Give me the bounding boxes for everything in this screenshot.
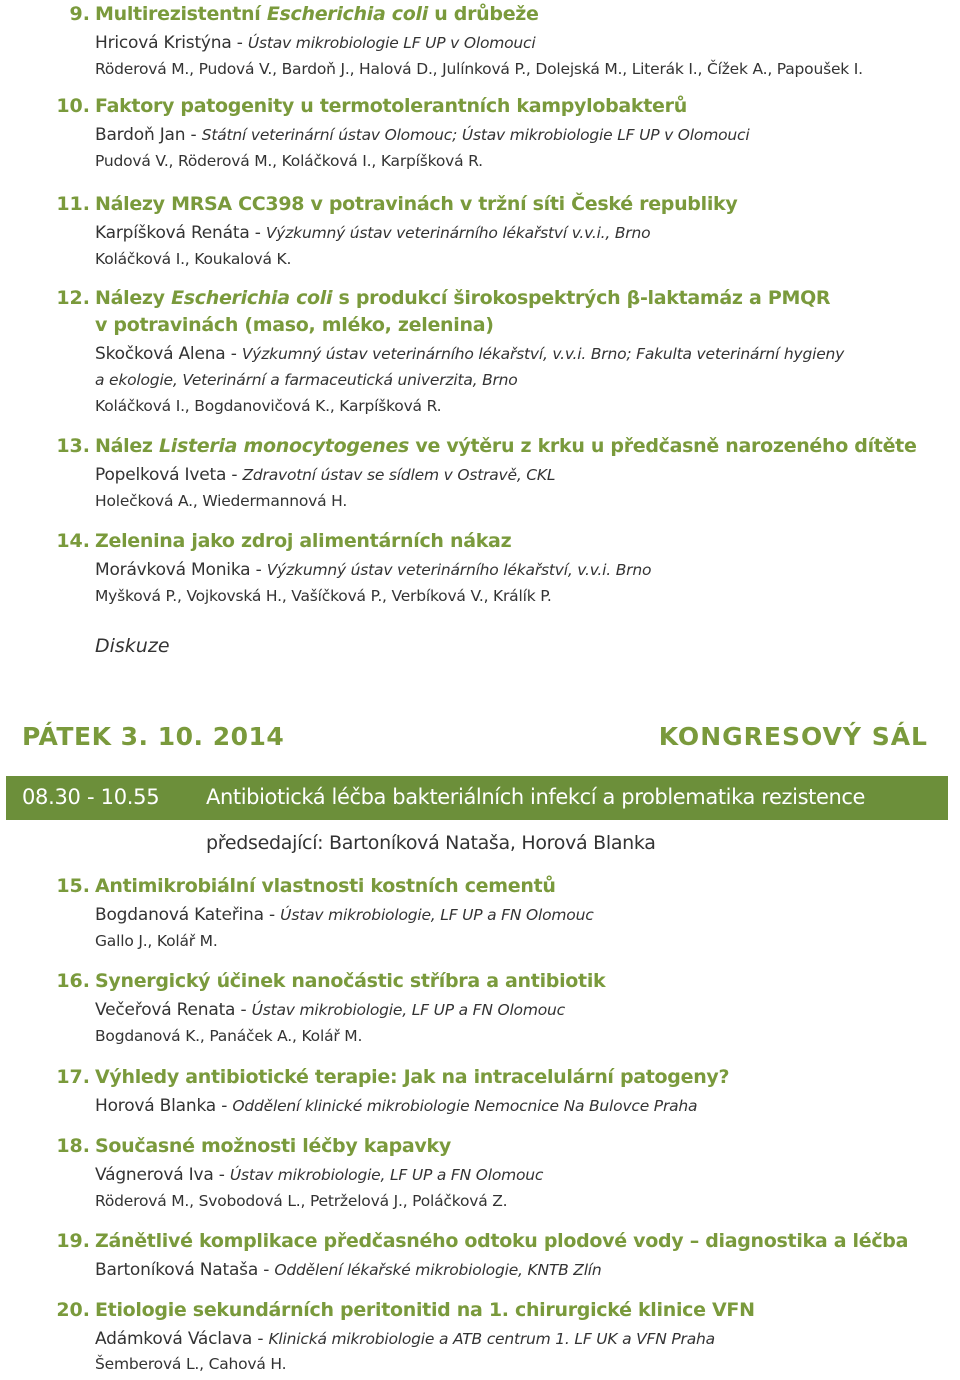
item-title: Zánětlivé komplikace předčasného odtoku plodové vody – diagnostika a léčba xyxy=(95,1230,909,1252)
item-number: 14. xyxy=(56,530,90,552)
item-coauthors: Röderová M., Svobodová L., Petrželová J., Poláčková Z. xyxy=(95,1192,508,1210)
item-speaker: Karpíšková Renáta - Výzkumný ústav veterinárního lékařství v.v.i., Brno xyxy=(95,223,651,243)
program-item-15 xyxy=(0,874,960,953)
item-speaker: Horová Blanka - Oddělení klinické mikrobiologie Nemocnice Na Bulovce Praha xyxy=(95,1096,698,1116)
item-institution: Výzkumný ústav veterinárního lékařství v.v.i., Brno xyxy=(265,224,651,242)
item-speaker: Hricová Kristýna - Ústav mikrobiologie LF UP v Olomouci xyxy=(95,33,536,53)
item-speaker: Skočková Alena - Výzkumný ústav veterinárního lékařství, v.v.i. Brno; Fakulta veterinární hygieny xyxy=(95,344,845,364)
day-room: KONGRESOVÝ SÁL xyxy=(658,722,928,751)
item-institution: Oddělení klinické mikrobiologie Nemocnice Na Bulovce Praha xyxy=(232,1097,698,1115)
item-title: Faktory patogenity u termotolerantních kampylobakterů xyxy=(95,95,687,117)
item-title: Zelenina jako zdroj alimentárních nákaz xyxy=(95,530,512,552)
item-number: 10. xyxy=(56,95,90,117)
item-institution: Zdravotní ústav se sídlem v Ostravě, CKL xyxy=(242,466,556,484)
program-item-18 xyxy=(0,1134,960,1213)
item-institution: Výzkumný ústav veterinárního lékařství, v.v.i. Brno; Fakulta veterinární hygieny xyxy=(241,345,845,363)
item-coauthors: Pudová V., Röderová M., Koláčková I., Karpíšková R. xyxy=(95,152,483,170)
item-coauthors: Koláčková I., Koukalová K. xyxy=(95,250,292,268)
item-coauthors: Šemberová L., Cahová H. xyxy=(95,1355,287,1373)
item-title: Synergický účinek nanočástic stříbra a antibiotik xyxy=(95,970,606,992)
item-coauthors: Röderová M., Pudová V., Bardoň J., Halová D., Julínková P., Dolejská M., Literák I., Čížek A., Papoušek I. xyxy=(95,60,863,78)
program-item-17 xyxy=(0,1065,960,1118)
item-number: 20. xyxy=(56,1299,90,1321)
item-coauthors: Bogdanová K., Panáček A., Kolář M. xyxy=(95,1027,363,1045)
item-number: 15. xyxy=(56,875,90,897)
item-speaker: Morávková Monika - Výzkumný ústav veterinárního lékařství, v.v.i. Brno xyxy=(95,560,652,580)
item-institution: Ústav mikrobiologie, LF UP a FN Olomouc xyxy=(280,906,594,924)
day-date: PÁTEK 3. 10. 2014 xyxy=(22,722,285,751)
item-title: Etiologie sekundárních peritonitid na 1. chirurgické klinice VFN xyxy=(95,1299,755,1321)
item-institution: Výzkumný ústav veterinárního lékařství, v.v.i. Brno xyxy=(266,561,652,579)
program-item-14 xyxy=(0,529,960,608)
item-title: Současné možnosti léčby kapavky xyxy=(95,1135,451,1157)
item-coauthors: Myšková P., Vojkovská H., Vašíčková P., Verbíková V., Králík P. xyxy=(95,587,552,605)
item-number: 18. xyxy=(56,1135,90,1157)
item-title: Výhledy antibiotické terapie: Jak na intracelulární patogeny? xyxy=(95,1066,730,1088)
item-speaker: Vágnerová Iva - Ústav mikrobiologie, LF UP a FN Olomouc xyxy=(95,1165,544,1185)
item-speaker: Popelková Iveta - Zdravotní ústav se sídlem v Ostravě, CKL xyxy=(95,465,556,485)
item-coauthors: Gallo J., Kolář M. xyxy=(95,932,218,950)
item-institution: Ústav mikrobiologie LF UP v Olomouci xyxy=(247,34,536,52)
item-institution: Státní veterinární ústav Olomouc; Ústav mikrobiologie LF UP v Olomouci xyxy=(201,126,750,144)
item-institution: Oddělení lékařské mikrobiologie, KNTB Zlín xyxy=(274,1261,602,1279)
item-number: 13. xyxy=(56,435,90,457)
session-chairs: předsedající: Bartoníková Nataša, Horová Blanka xyxy=(206,832,656,854)
session-time: 08.30 - 10.55 xyxy=(22,785,160,809)
program-item-16 xyxy=(0,969,960,1048)
item-title: Multirezistentní Escherichia coli u drůbeže xyxy=(95,3,539,25)
program-item-19 xyxy=(0,1229,960,1282)
item-speaker: Adámková Václava - Klinická mikrobiologie a ATB centrum 1. LF UK a VFN Praha xyxy=(95,1329,715,1349)
program-item-12 xyxy=(0,286,960,418)
item-number: 9. xyxy=(69,3,90,25)
item-institution-line2: a ekologie, Veterinární a farmaceutická univerzita, Brno xyxy=(95,371,518,389)
item-number: 16. xyxy=(56,970,90,992)
item-number: 12. xyxy=(56,287,90,309)
item-speaker: Bardoň Jan - Státní veterinární ústav Olomouc; Ústav mikrobiologie LF UP v Olomouci xyxy=(95,125,750,145)
program-item-20 xyxy=(0,1298,960,1376)
item-speaker: Bogdanová Kateřina - Ústav mikrobiologie, LF UP a FN Olomouc xyxy=(95,905,594,925)
item-number: 17. xyxy=(56,1066,90,1088)
item-number: 19. xyxy=(56,1230,90,1252)
item-speaker: Bartoníková Nataša - Oddělení lékařské mikrobiologie, KNTB Zlín xyxy=(95,1260,602,1280)
program-item-10 xyxy=(0,94,960,173)
item-title-line2: v potravinách (maso, mléko, zelenina) xyxy=(95,314,494,336)
session-title: Antibiotická léčba bakteriálních infekcí a problematika rezistence xyxy=(206,785,866,809)
item-title: Antimikrobiální vlastnosti kostních cementů xyxy=(95,875,556,897)
program-item-9 xyxy=(0,2,960,81)
session-bar xyxy=(6,776,948,820)
program-item-13 xyxy=(0,434,960,513)
item-coauthors: Holečková A., Wiedermannová H. xyxy=(95,492,348,510)
discussion-label: Diskuze xyxy=(95,635,170,657)
item-title: Nálezy Escherichia coli s produkcí širokospektrých β-laktamáz a PMQR xyxy=(95,287,831,309)
item-institution: Klinická mikrobiologie a ATB centrum 1. LF UK a VFN Praha xyxy=(268,1330,715,1348)
item-title: Nález Listeria monocytogenes ve výtěru z krku u předčasně narozeného dítěte xyxy=(95,435,917,457)
day-header xyxy=(22,722,928,754)
item-title: Nálezy MRSA CC398 v potravinách v tržní síti České republiky xyxy=(95,193,738,215)
item-coauthors: Koláčková I., Bogdanovičová K., Karpíšková R. xyxy=(95,397,442,415)
item-institution: Ústav mikrobiologie, LF UP a FN Olomouc xyxy=(251,1001,565,1019)
item-number: 11. xyxy=(56,193,90,215)
program-item-11 xyxy=(0,192,960,271)
item-institution: Ústav mikrobiologie, LF UP a FN Olomouc xyxy=(229,1166,544,1184)
item-speaker: Večeřová Renata - Ústav mikrobiologie, LF UP a FN Olomouc xyxy=(95,1000,565,1020)
